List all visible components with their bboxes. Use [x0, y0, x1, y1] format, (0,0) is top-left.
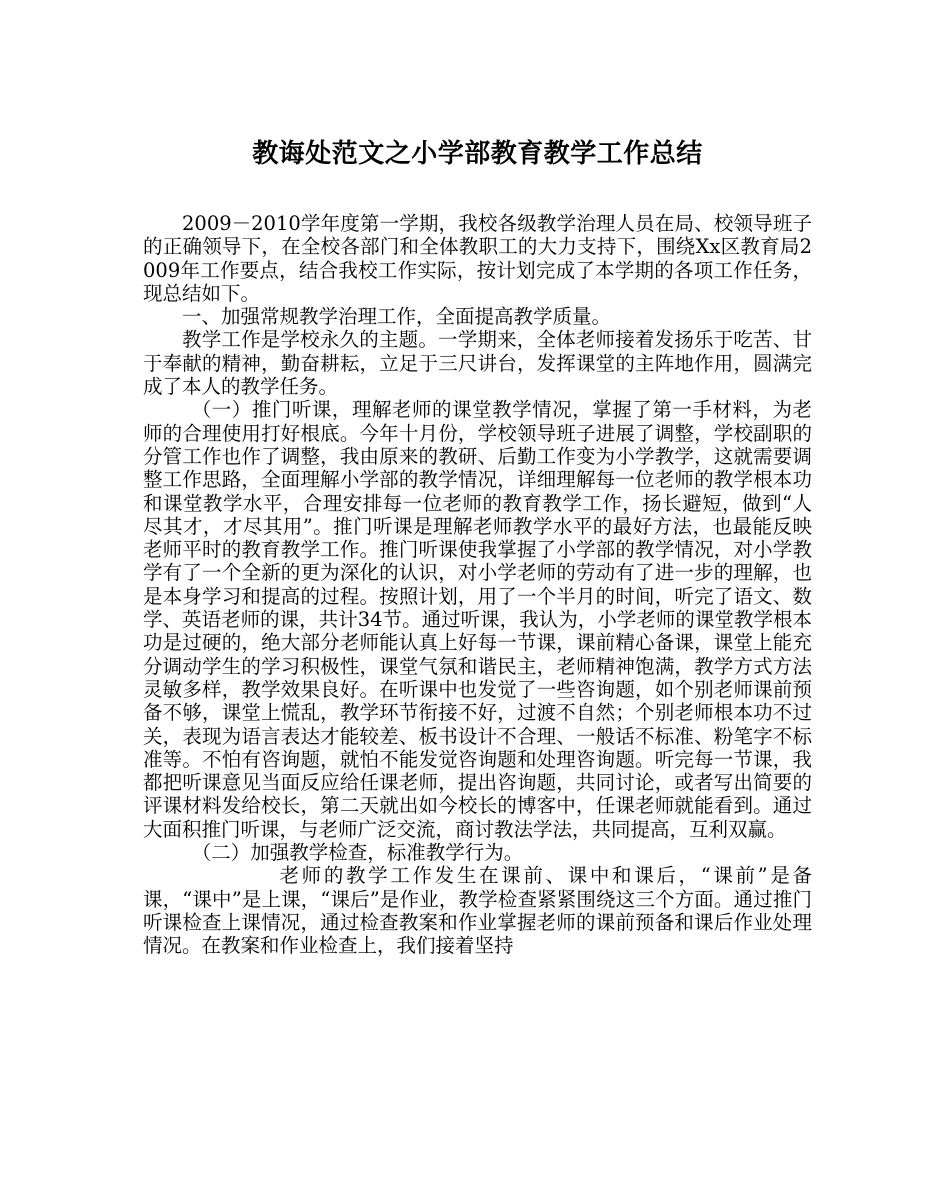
document-title: 教诲处范文之小学部教育教学工作总结	[252, 139, 703, 169]
paragraph-intro: 2009－2010学年度第一学期，我校各级教学治理人员在局、校领导班子的正确领导下，在全校各部门和全体教职工的大力支持下，围绕Xx区教育局2009年工作要点，结合我校工作实际，按计划完成了本学期的各项工作任务，现总结如下。	[143, 212, 812, 305]
paragraph-teaching-inspection: 老师的教学工作发生在课前、课中和课后，“课前”是备课，“课中”是上课，“课后”是作业，教学检查紧紧围绕这三个方面。通过推门听课检查上课情况，通过检查教案和作业掌握老师的课前预备和课后作业处理情况。在教案和作业检查上，我们接着坚持	[143, 864, 812, 958]
document-body	[143, 212, 812, 958]
paragraph-teaching-theme: 教学工作是学校永久的主题。一学期来，全体老师接着发扬乐于吃苦、甘于奉献的精神，勤奋耕耘，立足于三尺讲台，发挥课堂的主阵地作用，圆满完成了本人的教学任务。	[143, 328, 812, 399]
paragraph-class-observation: （一）推门听课，理解老师的课堂教学情况，掌握了第一手材料，为老师的合理使用打好根底。今年十月份，学校领导班子进展了调整，学校副职的分管工作也作了调整，我由原来的教研、后勤工作变为小学教学，这就需要调整工作思路，全面理解小学部的教学情况，详细理解每一位老师的教学根本功和课堂教学水平，合理安排每一位老师的教育教学工作，扬长避短，做到“人尽其才，才尽其用”。推门听课是理解老师教学水平的最好方法，也最能反映老师平时的教育教学工作。推门听课使我掌握了小学部的教学情况，对小学教学有了一个全新的更为深化的认识，对小学老师的劳动有了进一步的理解，也是本身学习和提高的过程。按照计划，用了一个半月的时间，听完了语文、数学、英语老师的课，共计34节。通过听课，我认为，小学老师的课堂教学根本功是过硬的，绝大部分老师能认真上好每一节课，课前精心备课，课堂上能充分调动学生的学习积极性，课堂气氛和谐民主，老师精神饱满，教学方式方法灵敏多样，教学效果良好。在听课中也发觉了一些咨询题，如个别老师课前预备不够，课堂上慌乱，教学环节衔接不好，过渡不自然；个别老师根本功不过关，表现为语言表达才能较差、板书设计不合理、一般话不标准、粉笔字不标准等。不怕有咨询题，就怕不能发觉咨询题和处理咨询题。听完每一节课，我都把听课意见当面反应给任课老师，提出咨询题，共同讨论，或者写出简要的评课材料发给校长，第二天就出如今校长的博客中，任课老师就能看到。通过大面积推门听课，与老师广泛交流，商讨教法学法，共同提高，互利双赢。	[143, 398, 812, 841]
section-heading-1: 一、加强常规教学治理工作，全面提高教学质量。	[182, 305, 612, 329]
subsection-heading-2: （二）加强教学检查，标准教学行为。	[191, 841, 524, 865]
